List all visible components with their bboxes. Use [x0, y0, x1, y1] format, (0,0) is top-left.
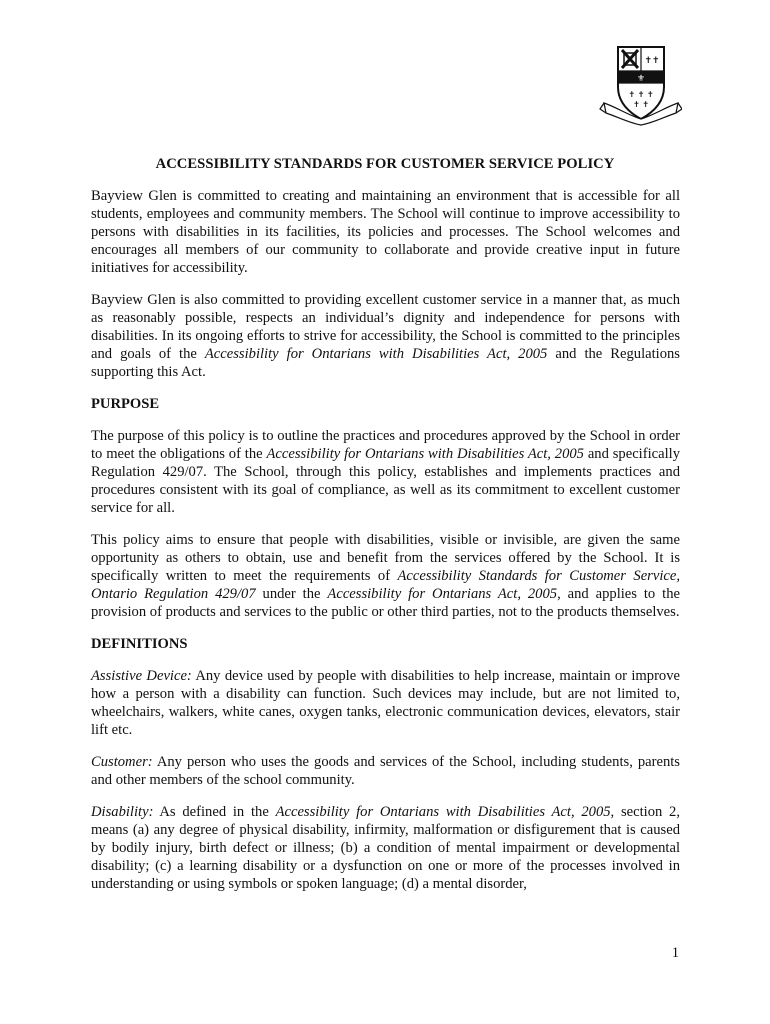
definition-assistive-device: Assistive Device: Any device used by people with disabilities to help increase, maintain or improve how a person with a disability can function. Such devices may include, but are not limited to, wheelchairs, walkers, white canes, oxygen tanks, electronic communication devices, elevators, stair lift etc. [91, 668, 680, 738]
act-name: Accessibility for Ontarians with Disabilities Act, 2005 [275, 804, 611, 820]
svg-text:✝ ✝: ✝ ✝ [633, 100, 649, 109]
definition-term: Assistive Device: [91, 668, 192, 684]
document-body [91, 187, 680, 907]
document-title: ACCESSIBILITY STANDARDS FOR CUSTOMER SERVICE POLICY [155, 156, 615, 172]
intro-paragraph-2: Bayview Glen is also committed to providing excellent customer service in a manner that, as much as reasonably possible, respects an individual’s dignity and independence for persons with disabilities. In its ongoing efforts to strive for accessibility, the School is committed to the principles and goals of the Accessibility for Ontarians with Disabilities Act, 2005 and the Regulations supporting this Act. [91, 292, 680, 380]
definitions-heading: DEFINITIONS [91, 636, 188, 652]
purpose-paragraph-2: This policy aims to ensure that people with disabilities, visible or invisible, are given the same opportunity as others to obtain, use and benefit from the services offered by the School. It is specifically written to meet the requirements of Accessibility Standards for Customer Service, Ontario Regulation 429/07 under the Accessibility for Ontarians Act, 2005, and applies to the provision of products and services to the public or other third parties, not to the products themselves. [91, 532, 680, 620]
page-number: 1 [671, 945, 679, 961]
svg-text:✝✝: ✝✝ [644, 56, 660, 66]
school-crest-logo [598, 43, 682, 127]
purpose-heading: PURPOSE [91, 396, 160, 412]
intro-paragraph-1: Bayview Glen is committed to creating and maintaining an environment that is accessible for all students, employees and community members. The School will continue to improve accessibility to persons with disabilities in its facilities, its policies and processes. The School welcomes and encourages all members of our community to collaborate and provide creative input in future initiatives for accessibility. [91, 188, 680, 276]
definition-disability: Disability: As defined in the Accessibility for Ontarians with Disabilities Act, 2005, section 2, means (a) any degree of physical disability, infirmity, malformation or disfigurement that is caused by bodily injury, birth defect or illness; (b) a condition of mental impairment or developmental disability; (c) a learning disability or a dysfunction on one or more of the processes involved in understanding or using symbols or spoken language; (d) a mental disorder, [91, 804, 680, 892]
definition-term: Disability: [91, 804, 154, 820]
act-name: Accessibility for Ontarians with Disabilities Act, 2005 [204, 346, 548, 362]
act-name: Accessibility for Ontarians Act, 2005 [327, 586, 558, 602]
standard-name: Accessibility Standards for Customer Service, Ontario Regulation 429/07 [91, 568, 680, 602]
purpose-paragraph-1: The purpose of this policy is to outline the practices and procedures approved by the School in order to meet the obligations of the Accessibility for Ontarians with Disabilities Act, 2005 and specifically Regulation 429/07. The School, through this policy, establishes and implements practices and procedures consistent with its goal of compliance, as well as its commitment to excellent customer service for all. [91, 428, 681, 516]
svg-text:✝ ✝ ✝: ✝ ✝ ✝ [628, 90, 654, 99]
definition-customer: Customer: Any person who uses the goods and services of the School, including students, parents and other members of the school community. [91, 754, 680, 788]
act-name: Accessibility for Ontarians with Disabilities Act, 2005 [266, 446, 584, 462]
definition-term: Customer: [91, 754, 153, 770]
svg-text:⚜: ⚜ [636, 74, 646, 84]
